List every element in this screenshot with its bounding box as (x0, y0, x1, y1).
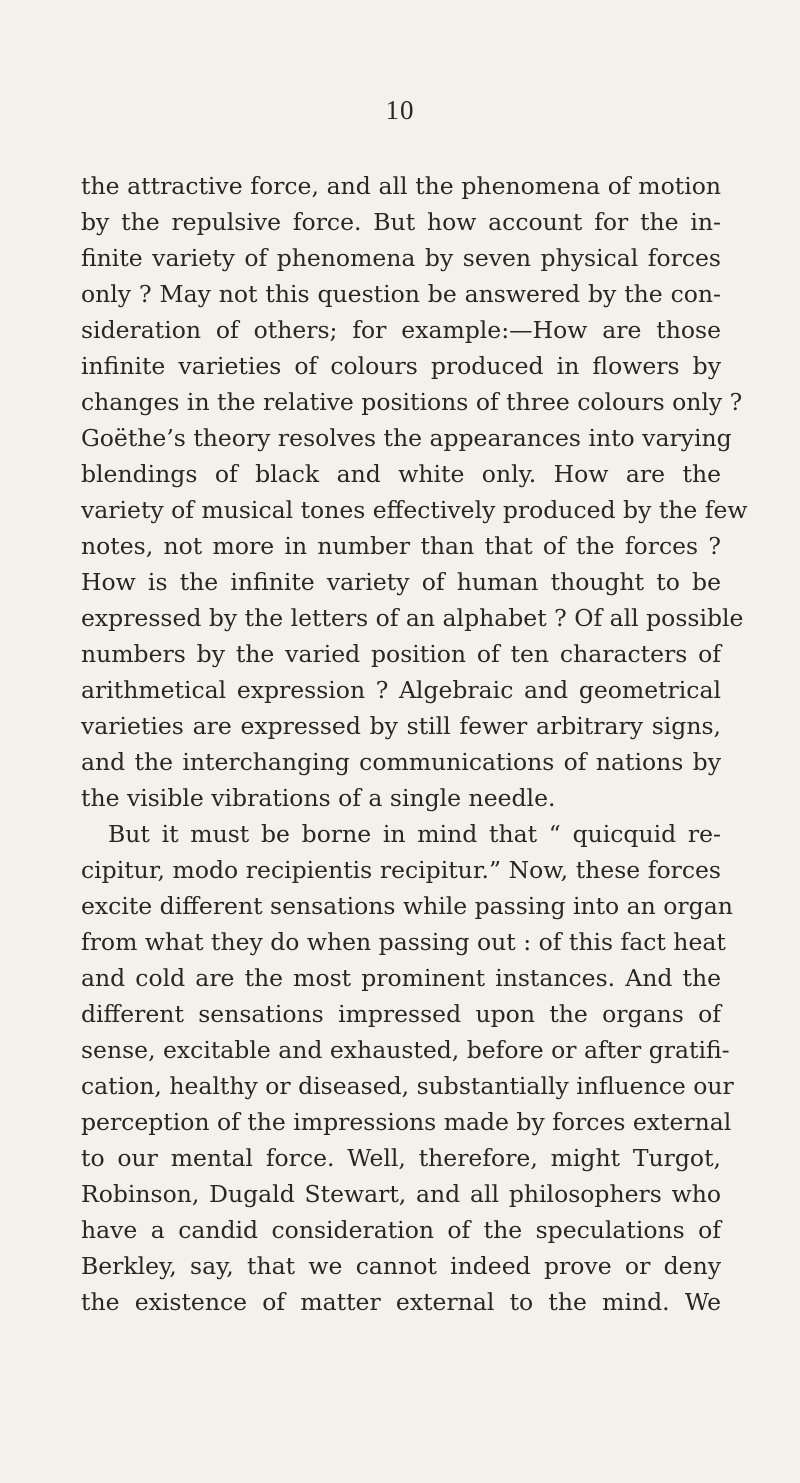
text-line: varieties are expressed by still fewer arbitrary signs, (81, 712, 721, 740)
text-line: from what they do when passing out : of this fact heat (81, 928, 726, 956)
text-line: How is the infinite variety of human thought to be (81, 568, 721, 596)
text-line: variety of musical tones effectively produced by the few (81, 496, 748, 524)
text-line: cation, healthy or diseased, substantially influence our (81, 1072, 734, 1100)
text-line: and cold are the most prominent instances. And the (81, 964, 721, 992)
text-line: Goëthe’s theory resolves the appearances into varying (81, 424, 732, 452)
text-line: cipitur, modo recipientis recipitur.” Now, these forces (81, 856, 721, 884)
text-line: the attractive force, and all the phenomena of motion (81, 172, 721, 200)
body-text (81, 168, 748, 1320)
text-line: the existence of matter external to the mind. We (81, 1288, 721, 1316)
text-line: different sensations impressed upon the organs of (81, 1000, 721, 1028)
text-line: only ? May not this question be answered by the con- (81, 280, 721, 308)
text-line: notes, not more in number than that of the forces ? (81, 532, 721, 560)
text-line: Berkley, say, that we cannot indeed prove or deny (81, 1252, 721, 1280)
text-line: have a candid consideration of the speculations of (81, 1216, 721, 1244)
text-line: changes in the relative positions of three colours only ? (81, 388, 743, 416)
text-line: and the interchanging communications of nations by (81, 748, 721, 776)
text-line: to our mental force. Well, therefore, might Turgot, (81, 1144, 721, 1172)
text-line: Robinson, Dugald Stewart, and all philosophers who (81, 1180, 721, 1208)
paragraph-start-line: But it must be borne in mind that “ quicquid re- (108, 820, 721, 848)
page-number: 10 (385, 95, 415, 125)
text-line: arithmetical expression ? Algebraic and geometrical (81, 676, 721, 704)
text-line: sense, excitable and exhausted, before or after gratifi- (81, 1036, 730, 1064)
text-line: numbers by the varied position of ten characters of (81, 640, 721, 668)
text-line: finite variety of phenomena by seven physical forces (81, 244, 721, 272)
text-line: blendings of black and white only. How are the (81, 460, 721, 488)
text-line: perception of the impressions made by forces external (81, 1108, 732, 1136)
text-line: expressed by the letters of an alphabet ? Of all possible (81, 604, 744, 632)
text-line: by the repulsive force. But how account for the in- (81, 208, 721, 236)
text-line: sideration of others; for example:—How are those (81, 316, 721, 344)
text-line: infinite varieties of colours produced in flowers by (81, 352, 721, 380)
text-line: excite different sensations while passing into an organ (81, 892, 733, 920)
paragraph-end-line: the visible vibrations of a single needle. (81, 784, 556, 812)
